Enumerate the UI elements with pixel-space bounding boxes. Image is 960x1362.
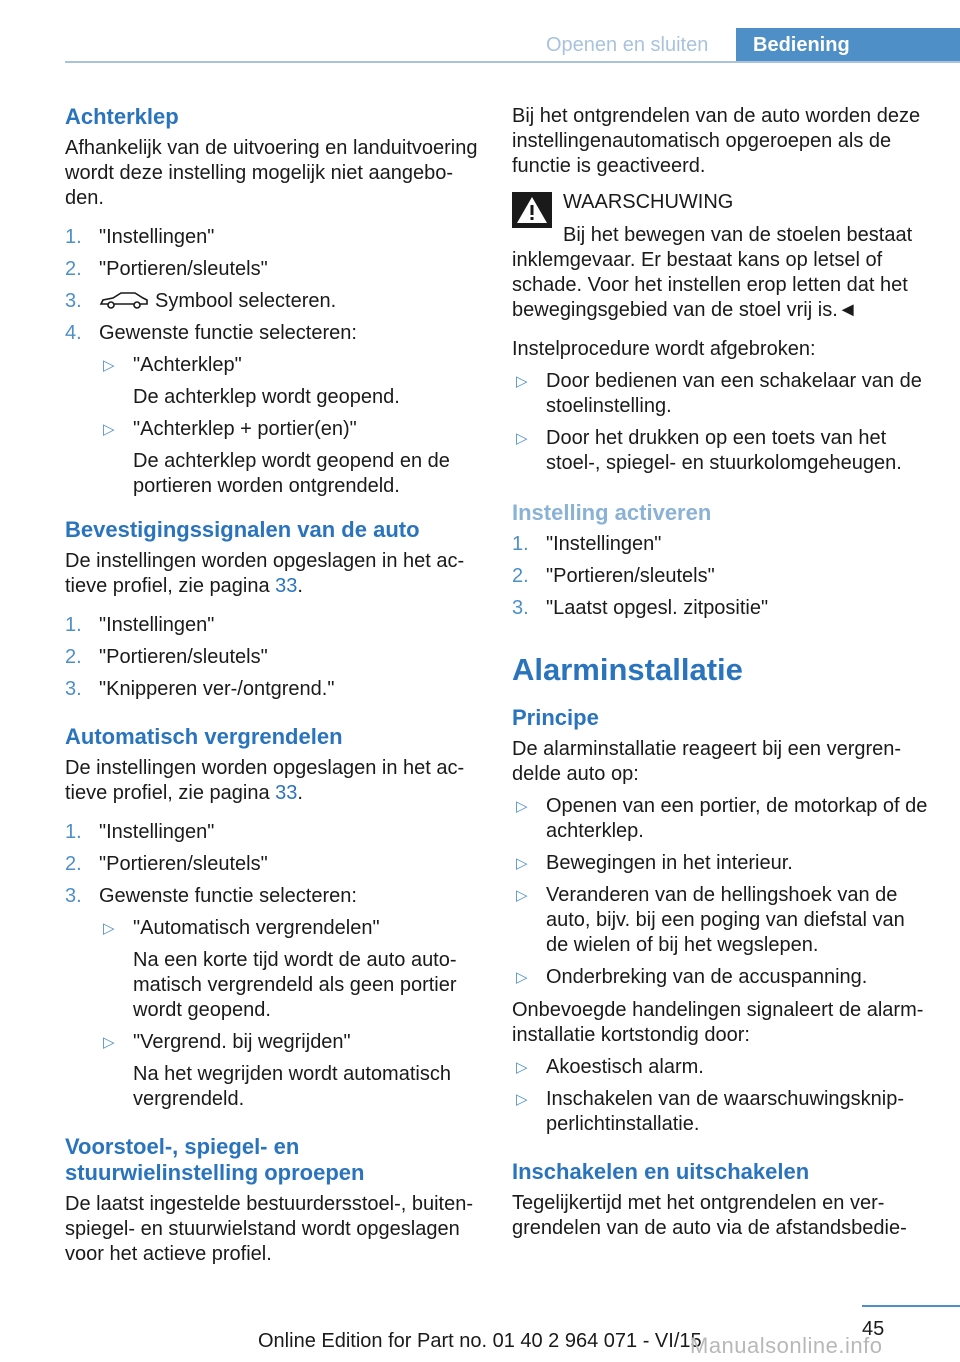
header-tab-bediening[interactable]: Bediening [736, 28, 960, 62]
automatisch-steps [65, 820, 480, 1112]
section-voorstoel [65, 1134, 480, 1267]
heading-bevestiging: Bevestigingssignalen van de auto [65, 517, 420, 542]
activeren-steps [512, 532, 932, 621]
achterklep-steps [65, 225, 480, 499]
heading-activeren: Instelling activeren [512, 500, 712, 525]
list-item: ▷ "Vergrend. bij wegrijden" Na het wegrijden wordt automatisch vergrendeld. [103, 1031, 451, 1110]
triangle-right-icon: ▷ [516, 1091, 528, 1108]
list-item: ▷ Bewegingen in het interieur. [516, 852, 793, 874]
triangle-right-icon: ▷ [103, 1034, 115, 1051]
list-item: 1. "Instellingen" [65, 614, 215, 636]
watermark: Manualsonline.info [690, 1333, 883, 1358]
bevestiging-steps [65, 613, 480, 702]
warning-first: Bij het bewegen van de stoelen bestaat [563, 224, 913, 246]
signal-intro: Onbevoegde handelingen signaleert de alarm-installatie kortstondig door: [512, 999, 924, 1046]
warning-text: inklemgevaar. Er bestaat kans op letsel of schade. Voor het instellen erop letten dat het bewegingsgebied van de stoel vrij is.◄ [512, 249, 908, 321]
list-item: 3. Symbool selecteren. [65, 290, 337, 312]
triangle-right-icon: ▷ [516, 887, 528, 904]
triangle-right-icon: ▷ [516, 798, 528, 815]
left-column [65, 100, 480, 1267]
heading-alarminstallatie: Alarminstallatie [512, 652, 743, 687]
list-item: ▷ Veranderen van de hellingshoek van de auto, bijv. bij een poging van diefstal van de wielen of bij het wegslepen. [516, 884, 905, 956]
right-intro: Bij het ontgrendelen van de auto worden deze instellingenautomatisch opgeroepen als de functie is geactiveerd. [512, 105, 921, 177]
abort-intro: Instelprocedure wordt afgebroken: [512, 338, 816, 360]
list-item: ▷ "Achterklep + portier(en)" De achterklep wordt geopend en de portieren worden ontgrendeld. [103, 418, 450, 497]
heading-automatisch: Automatisch vergrendelen [65, 724, 343, 749]
list-item: ▷ Openen van een portier, de motorkap of de achterklep. [516, 795, 928, 842]
footer-edition: Online Edition for Part no. 01 40 2 964 071 - VI/15 [258, 1330, 702, 1352]
triangle-right-icon: ▷ [516, 430, 528, 447]
list-item: 1. "Instellingen" [65, 821, 215, 843]
section-achterklep [65, 104, 480, 499]
list-item: 3. "Knipperen ver-/ontgrend." [65, 678, 335, 700]
warning-triangle-icon [512, 192, 552, 228]
page-header [0, 0, 960, 62]
list-item: 2. "Portieren/sleutels" [65, 646, 268, 668]
triangle-right-icon: ▷ [516, 373, 528, 390]
list-item: 3. Gewenste functie selecteren: ▷ "Automatisch vergrendelen" Na een korte tijd wordt de auto auto-matisch vergrendeld als geen portier wordt geopend. ▷ "Vergrend. bij wegrijden" Na het wegrijden wordt automatisch vergrendeld. [65, 884, 480, 1112]
list-item: 2. "Portieren/sleutels" [512, 565, 715, 587]
list-item: 1. "Instellingen" [65, 226, 215, 248]
list-item: ▷ Onderbreking van de accuspanning. [516, 966, 868, 988]
principe-list [512, 794, 932, 990]
list-item: 2. "Portieren/sleutels" [65, 258, 268, 280]
automatisch-intro: De instellingen worden opgeslagen in het ac-tieve profiel, zie pagina 33. [65, 757, 465, 804]
heading-voorstoel-1: Voorstoel-, spiegel- en [65, 1134, 300, 1159]
right-column [512, 100, 932, 1241]
triangle-right-icon: ▷ [516, 855, 528, 872]
header-section[interactable]: Openen en sluiten [546, 34, 709, 56]
achterklep-options [99, 353, 480, 499]
warning-block [512, 190, 932, 323]
heading-inschakelen: Inschakelen en uitschakelen [512, 1159, 810, 1184]
triangle-right-icon: ▷ [103, 421, 115, 438]
page-number: 45 [862, 1318, 885, 1340]
heading-achterklep: Achterklep [65, 104, 179, 129]
list-item: ▷ Inschakelen van de waarschuwingsknip-perlichtinstallatie. [516, 1088, 904, 1135]
list-item: ▷ Door het drukken op een toets van het stoel-, spiegel- en stuurkolomgeheugen. [516, 427, 902, 474]
list-item: ▷ Akoestisch alarm. [516, 1056, 704, 1078]
inschakelen-text: Tegelijkertijd met het ontgrendelen en ver-grendelen van de auto via de afstandsbedie- [512, 1192, 907, 1239]
heading-principe: Principe [512, 705, 599, 730]
section-automatisch [65, 724, 480, 1112]
footer-rule [862, 1305, 960, 1307]
triangle-right-icon: ▷ [516, 969, 528, 986]
list-item: ▷ "Automatisch vergrendelen" Na een korte tijd wordt de auto auto-matisch vergrendeld als geen portier wordt geopend. [103, 917, 457, 1021]
triangle-right-icon: ▷ [516, 1059, 528, 1076]
achterklep-intro: Afhankelijk van de uitvoering en landuitvoering wordt deze instelling mogelijk niet aangebo-den. [65, 137, 478, 209]
list-item: ▷ Door bedienen van een schakelaar van de stoelinstelling. [516, 370, 922, 417]
triangle-right-icon: ▷ [103, 920, 115, 937]
page-link[interactable]: 33 [275, 782, 298, 804]
warning-label: WAARSCHUWING [563, 191, 734, 213]
header-rule [65, 61, 960, 63]
triangle-right-icon: ▷ [103, 357, 115, 374]
signal-list [512, 1055, 932, 1137]
automatisch-options [99, 916, 480, 1112]
section-bevestiging [65, 517, 480, 702]
list-item: 3. "Laatst opgesl. zitpositie" [512, 597, 769, 619]
list-item: 1. "Instellingen" [512, 533, 662, 555]
car-icon [99, 290, 149, 310]
list-item: ▷ "Achterklep" De achterklep wordt geopend. [103, 354, 400, 408]
abort-list [512, 369, 932, 476]
list-item: 4. Gewenste functie selecteren: ▷ "Achterklep" De achterklep wordt geopend. ▷ "Achterklep + portier(en)" De achterklep wordt geopend en de portieren worden ontgrendeld. [65, 321, 480, 499]
page-link[interactable]: 33 [275, 575, 298, 597]
voorstoel-text: De laatst ingestelde bestuurdersstoel-, buiten-spiegel- en stuurwielstand wordt opgeslagen voor het actieve profiel. [65, 1193, 474, 1265]
bevestiging-intro: De instellingen worden opgeslagen in het ac-tieve profiel, zie pagina 33. [65, 550, 465, 597]
heading-voorstoel-2: stuurwielinstelling oproepen [65, 1160, 365, 1185]
list-item: 2. "Portieren/sleutels" [65, 853, 268, 875]
principe-intro: De alarminstallatie reageert bij een vergren-delde auto op: [512, 738, 902, 785]
